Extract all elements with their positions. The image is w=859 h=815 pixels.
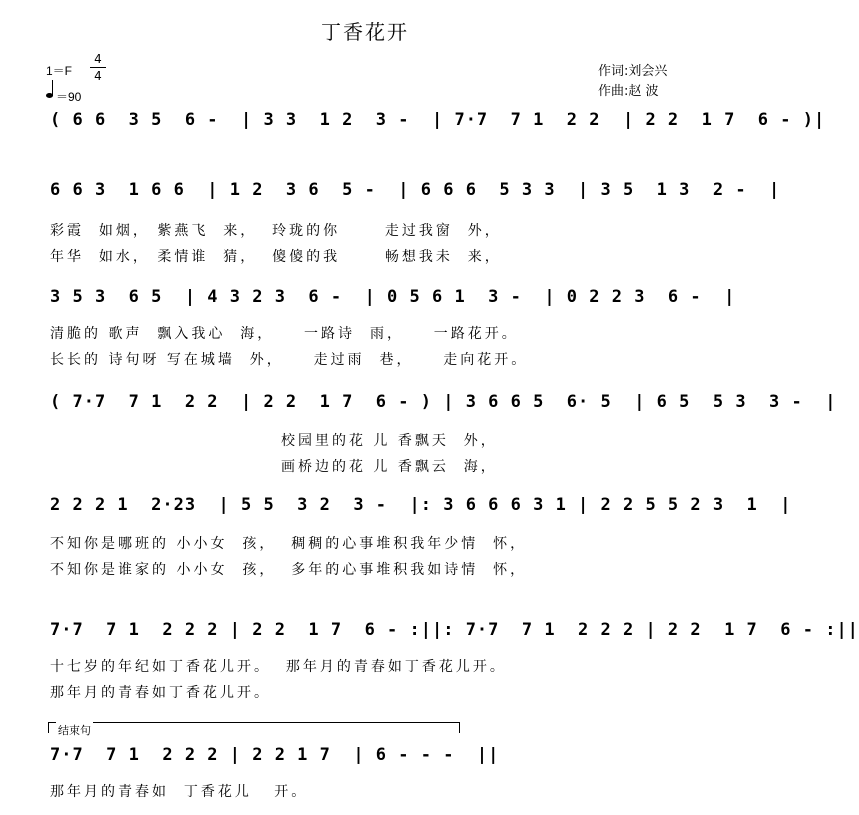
- lyric-verse-1: 十七岁的年纪如丁香花儿开。 那年月的青春如丁香花儿开。: [50, 659, 507, 675]
- composer-credit: 作曲:赵 波: [598, 84, 659, 99]
- notation-row: 6 6 3 1 6 6 | 1 2 3 6 5 - | 6 6 6 5 3 3 | 3 5 1 3 2 - |: [50, 180, 781, 200]
- notation-row: 7·7 7 1 2 2 2 | 2 2 1 7 6 - :||: 7·7 7 1 2 2 2 | 2 2 1 7 6 - :||: [50, 620, 859, 640]
- tempo: ＝90: [56, 90, 82, 104]
- score-line-7: [0, 745, 730, 815]
- lyric-verse-2: 年华 如水， 柔情谁 猜， 傻傻的我 畅想我未 来，: [50, 249, 502, 265]
- lyric-verse-2: 画桥边的花 儿 香飘云 海，: [50, 459, 498, 475]
- song-title: 丁香花开: [321, 20, 409, 44]
- score-line-6: [0, 620, 859, 701]
- notation-row: 7·7 7 1 2 2 2 | 2 2 1 7 | 6 - - - ||: [50, 745, 500, 765]
- lyric-verse-1: 清脆的 歌声 飘入我心 海， 一路诗 雨， 一路花开。: [50, 326, 519, 342]
- time-signature-top: 4: [94, 52, 102, 66]
- time-signature-bar: [90, 67, 106, 68]
- time-signature: [90, 52, 106, 83]
- key-signature: 1＝F: [46, 64, 73, 78]
- lyric-verse-1: 彩霞 如烟， 紫燕飞 来， 玲珑的你 走过我窗 外，: [50, 223, 502, 239]
- score-line-3: [0, 287, 736, 368]
- time-signature-bottom: 4: [94, 69, 102, 83]
- notation-row: 3 5 3 6 5 | 4 3 2 3 6 - | 0 5 6 1 3 - | 0 2 2 3 6 - |: [50, 287, 736, 307]
- lyric-verse-2: 长长的 诗句呀 写在城墙 外， 走过雨 巷， 走向花开。: [50, 352, 529, 368]
- notation-row: 2 2 2 1 2·23 | 5 5 3 2 3 - |: 3 6 6 6 3 1 | 2 2 5 5 2 3 1 |: [50, 495, 792, 515]
- score-line-5: [0, 495, 792, 578]
- score-line-2: [0, 180, 781, 265]
- lyric-verse-1: 校园里的花 儿 香飘天 外，: [50, 433, 498, 449]
- lyric-verse-1: 那年月的青春如 丁香花儿 开。: [50, 784, 309, 800]
- score-line-1: [0, 110, 826, 180]
- score-line-4: [0, 392, 837, 475]
- notation-row: ( 6 6 3 5 6 - | 3 3 1 2 3 - | 7·7 7 1 2 2 | 2 2 1 7 6 - )|: [50, 110, 826, 130]
- ending-label: 结束句: [58, 724, 91, 737]
- lyric-verse-1: 不知你是哪班的 小小女 孩， 稠稠的心事堆积我年少情 怀，: [50, 536, 528, 552]
- lyric-verse-2: 那年月的青春如丁香花儿开。: [50, 685, 271, 701]
- lyric-verse-2: 不知你是谁家的 小小女 孩， 多年的心事堆积我如诗情 怀，: [50, 562, 528, 578]
- quarter-note-icon: [46, 93, 53, 98]
- notation-row: ( 7·7 7 1 2 2 | 2 2 1 7 6 - ) | 3 6 6 5 6· 5 | 6 5 5 3 3 - |: [50, 392, 837, 412]
- lyricist-credit: 作词:刘会兴: [598, 64, 668, 79]
- ending-bracket: [48, 722, 460, 733]
